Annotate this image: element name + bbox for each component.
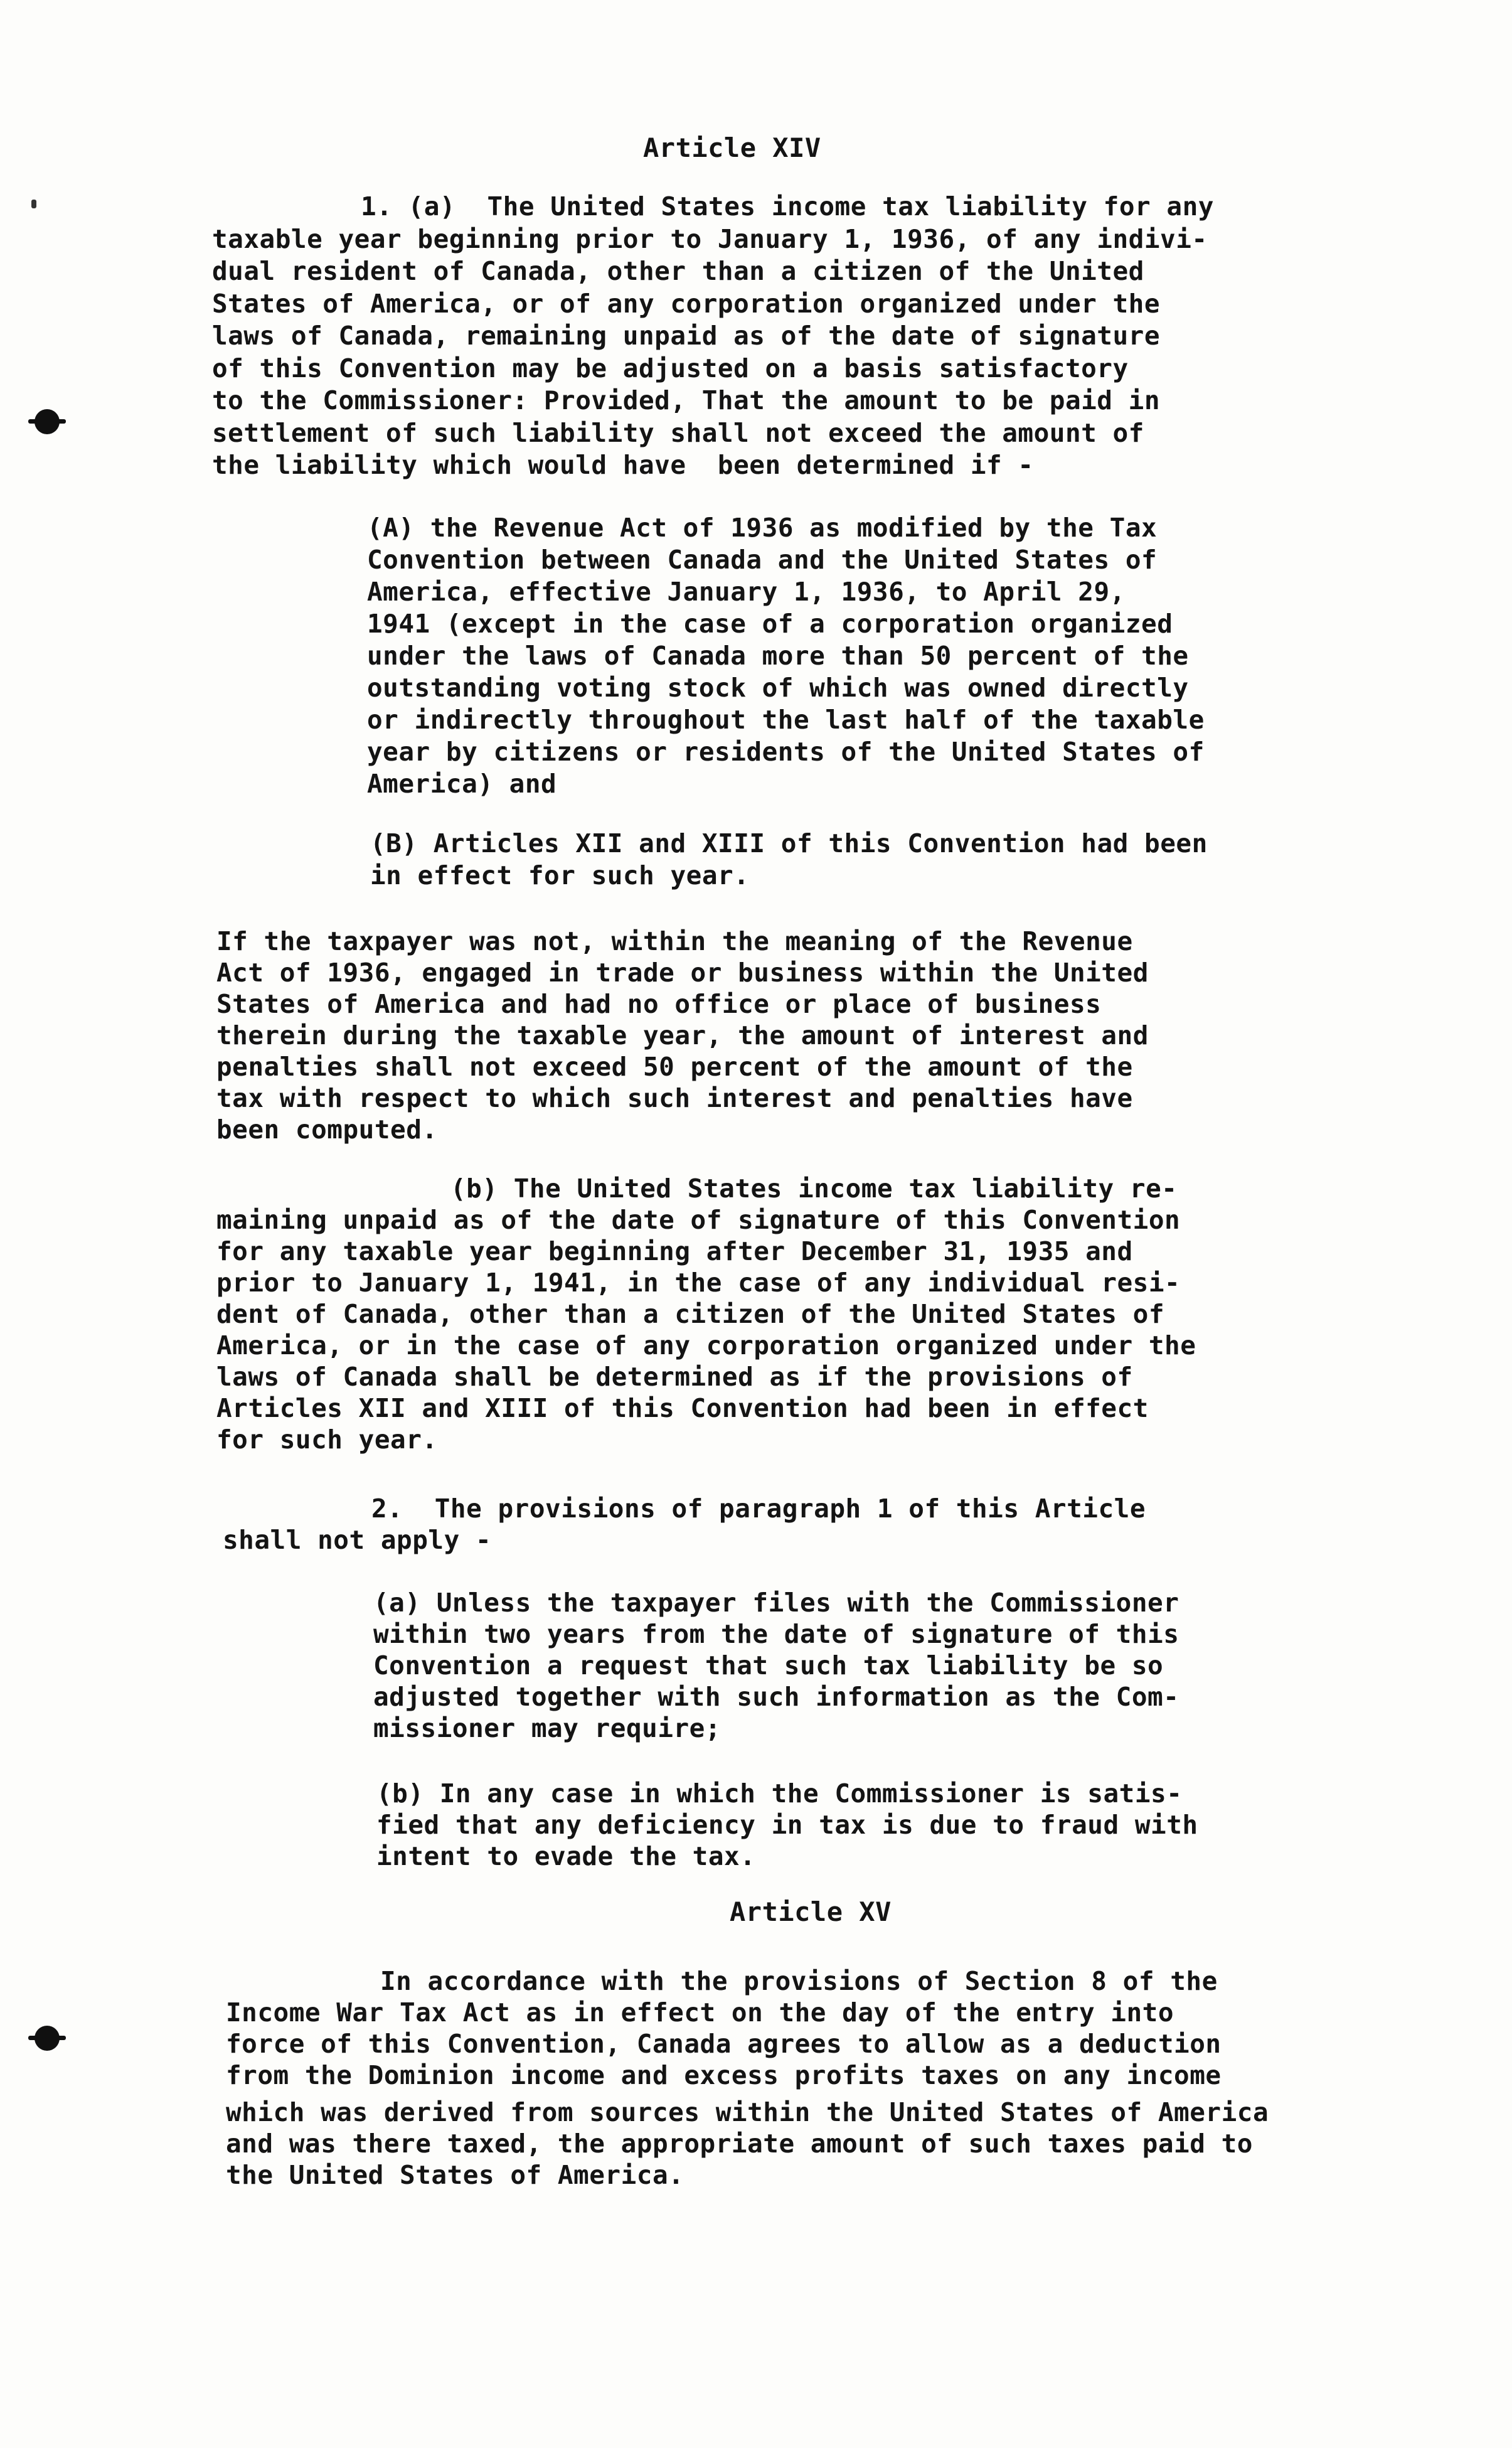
text-line: which was derived from sources within the United States of America	[226, 2097, 1269, 2127]
text-line: penalties shall not exceed 50 percent of the amount of the	[216, 1052, 1133, 1082]
punch-hole-mark-bottom	[35, 2026, 60, 2051]
text-line: taxable year beginning prior to January 1, 1936, of any indivi-	[212, 224, 1208, 254]
text-line: adjusted together with such information as the Com-	[373, 1682, 1179, 1712]
article-xv-heading: Article XV	[730, 1896, 892, 1927]
text-line: missioner may require;	[373, 1713, 721, 1743]
text-line: (a) Unless the taxpayer files with the Commissioner	[373, 1588, 1179, 1618]
text-line: (b) The United States income tax liability re-	[450, 1173, 1178, 1204]
text-line: prior to January 1, 1941, in the case of any individual resi-	[216, 1268, 1181, 1298]
text-line: States of America, or of any corporation organized under the	[212, 289, 1161, 319]
text-line: maining unpaid as of the date of signature of this Convention	[216, 1205, 1181, 1235]
text-line: dual resident of Canada, other than a citizen of the United	[212, 256, 1144, 286]
text-line: year by citizens or residents of the United States of	[367, 737, 1205, 767]
text-line: dent of Canada, other than a citizen of the United States of	[216, 1299, 1165, 1329]
text-line: for such year.	[216, 1424, 438, 1455]
text-line: or indirectly throughout the last half of the taxable	[367, 705, 1205, 735]
text-line: fied that any deficiency in tax is due to fraud with	[376, 1810, 1198, 1840]
text-line: Convention between Canada and the United States of	[367, 545, 1158, 575]
text-line: within two years from the date of signature of this	[373, 1619, 1179, 1649]
text-line: Act of 1936, engaged in trade or business within the United	[216, 958, 1149, 988]
text-line: been computed.	[216, 1114, 438, 1145]
punch-hole-mark-top	[35, 409, 60, 434]
text-line: force of this Convention, Canada agrees to allow as a deduction	[226, 2029, 1222, 2059]
text-line: the United States of America.	[226, 2160, 684, 2190]
text-line: shall not apply -	[223, 1525, 492, 1555]
text-line: In accordance with the provisions of Section 8 of the	[380, 1966, 1218, 1996]
text-line: of this Convention may be adjusted on a basis satisfactory	[212, 353, 1129, 383]
text-line: 2. The provisions of paragraph 1 of this Article	[371, 1494, 1146, 1524]
text-line: laws of Canada, remaining unpaid as of the date of signature	[212, 321, 1161, 351]
text-line: States of America and had no office or place of business	[216, 989, 1102, 1019]
text-line: outstanding voting stock of which was owned directly	[367, 673, 1189, 703]
text-line: Income War Tax Act as in effect on the day of the entry into	[226, 1997, 1174, 2028]
text-line: If the taxpayer was not, within the meaning of the Revenue	[216, 926, 1133, 956]
text-line: (B) Articles XII and XIII of this Convention had been	[370, 828, 1208, 858]
scan-speck-mark	[31, 200, 36, 208]
text-line: to the Commissioner: Provided, That the amount to be paid in	[212, 385, 1161, 415]
text-line: 1. (a) The United States income tax liability for any	[361, 191, 1214, 222]
text-line: for any taxable year beginning after December 31, 1935 and	[216, 1236, 1133, 1266]
article-xiv-heading: Article XIV	[643, 132, 821, 163]
text-line: America, or in the case of any corporation organized under the	[216, 1330, 1196, 1360]
text-line: America, effective January 1, 1936, to April 29,	[367, 577, 1126, 607]
text-line: Articles XII and XIII of this Convention had been in effect	[216, 1393, 1149, 1423]
text-line: settlement of such liability shall not exceed the amount of	[212, 418, 1144, 448]
text-line: the liability which would have been determined if -	[212, 450, 1034, 480]
text-line: laws of Canada shall be determined as if the provisions of	[216, 1362, 1133, 1392]
text-line: (b) In any case in which the Commissioner is satis-	[376, 1778, 1183, 1809]
text-line: and was there taxed, the appropriate amount of such taxes paid to	[226, 2129, 1253, 2159]
text-line: 1941 (except in the case of a corporation organized	[367, 609, 1173, 639]
text-line: in effect for such year.	[370, 860, 750, 890]
text-line: from the Dominion income and excess profits taxes on any income	[226, 2060, 1222, 2090]
text-line: under the laws of Canada more than 50 percent of the	[367, 641, 1189, 671]
text-line: Convention a request that such tax liability be so	[373, 1650, 1164, 1681]
text-line: intent to evade the tax.	[376, 1841, 756, 1871]
text-line: (A) the Revenue Act of 1936 as modified by the Tax	[367, 513, 1158, 543]
text-line: America) and	[367, 769, 557, 799]
text-line: tax with respect to which such interest and penalties have	[216, 1083, 1133, 1113]
text-line: therein during the taxable year, the amount of interest and	[216, 1020, 1149, 1050]
